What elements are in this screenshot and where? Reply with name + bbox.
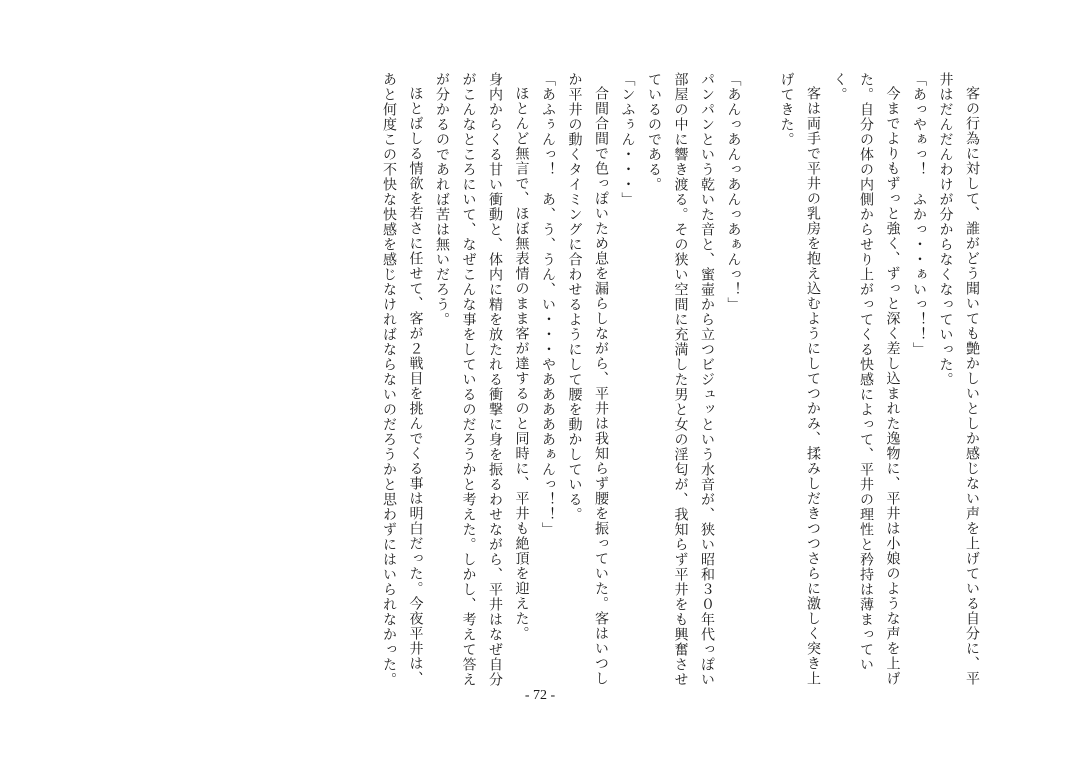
narration-paragraph: ほとんど無言で、ほぼ無表情のまま客が達するのと同時に、平井も絶頂を迎えた。 <box>513 86 530 641</box>
dialogue-paragraph: 「ンふぅん・・・」 <box>619 72 636 207</box>
vertical-text-block <box>376 72 986 692</box>
dialogue-paragraph: パンパンという乾いた音と、蜜壷から立つビジュッという水音が、狭い昭和３０年代っぽい部屋の中に響き渡る。その狭い空間に充満した男と女の淫匂が、我知らず平井をも興奮させているのである。 <box>646 72 715 687</box>
page-number: - 72 - <box>524 688 556 703</box>
dialogue-paragraph: 「あふぅんっ！ あ、う、うん、い・・・やあああああぁんっ！！」 <box>540 72 556 537</box>
narration-paragraph: ほとばしる情欲を若さに任せて、客が２戦目を挑んでくる事は明白だった。今夜平井は、あと何度この不快な快感を感じなければならないのだろうかと思わずにはいられなかった。 <box>381 72 424 687</box>
narration-paragraph: 合間合間で色っぽいため息を漏らしながら、平井は我知らず腰を振っていた。客はいつしか平井の動くタイミングに合わせるようにして腰を動かしている。 <box>566 72 609 686</box>
dialogue-paragraph: 「あっやぁっ！ ふかっ・・ぁいっ！！」 <box>911 72 927 357</box>
narration-paragraph: 客は両手で平井の乳房を抱え込むようにしてつかみ、揉みしだきつつさらに激しく突き上げてきた。 <box>778 72 821 686</box>
dialogue-paragraph: 身内からくる甘い衝動と、体内に精を放たれる衝撃に身を振るわせながら、平井はなぜ自分がこんなところにいて、なぜこんな事をしているのだろうかと考えた。しかし、考えて答えが分かるのであれば苦は無いだろう。 <box>434 72 503 687</box>
narration-paragraph: 今までよりもずっと強く、ずっと深く差し込まれた逸物に、平井は小娘のような声を上げた。自分の体の内側からせり上がってくる快感によって、平井の理性と矜持は薄まっていく。 <box>831 72 901 686</box>
dialogue-paragraph: 「あんっあんっあんっあぁんっ！」 <box>725 72 742 312</box>
narration-paragraph: 客の行為に対して、誰がどう聞いても艶かしいとしか感じない声を上げている自分に、平井はだんだんわけが分からなくなっていった。 <box>937 72 980 686</box>
paragraph-gap <box>747 72 774 692</box>
